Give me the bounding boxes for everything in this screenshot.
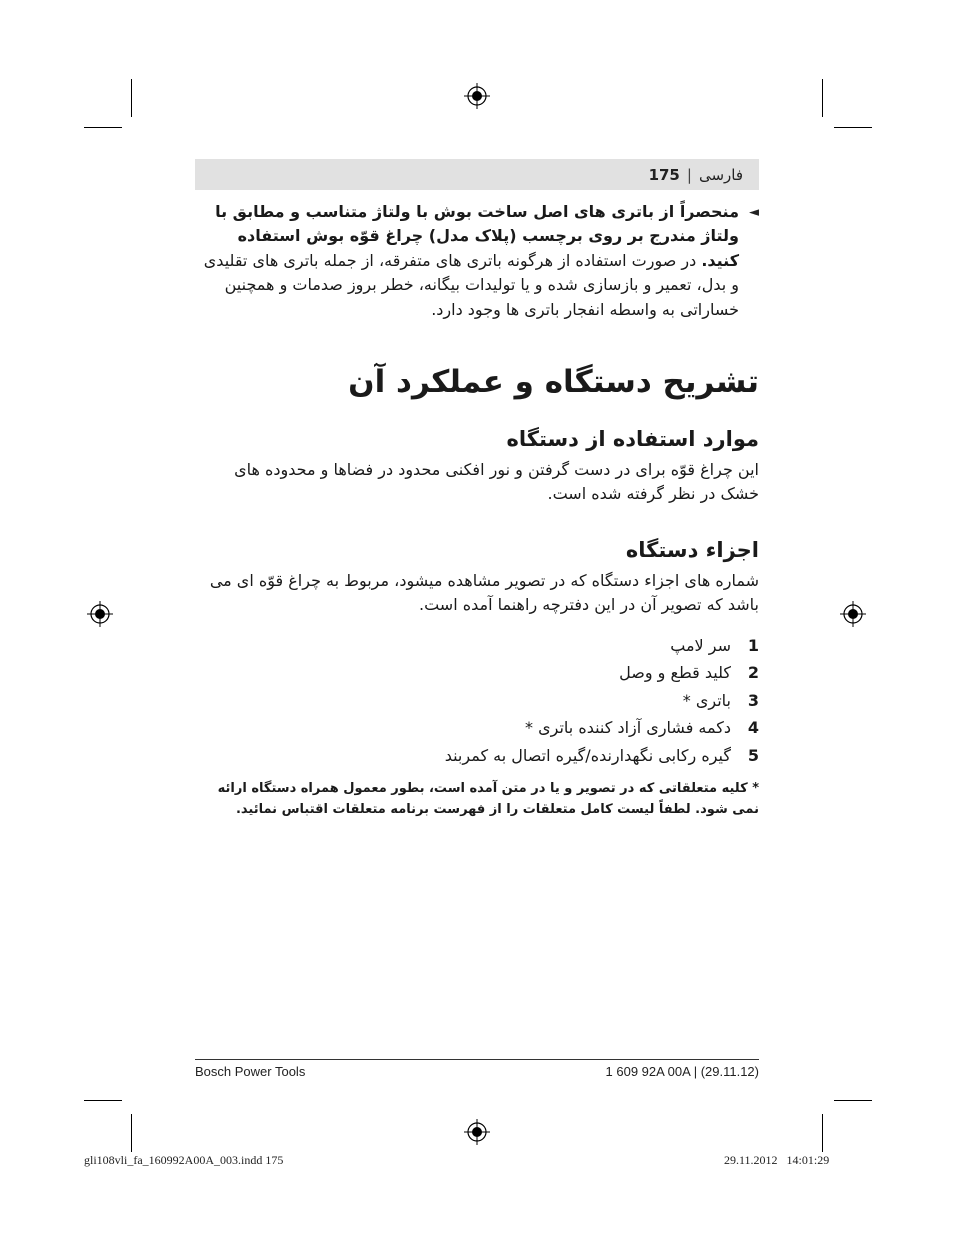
item-number: 1 — [747, 635, 759, 655]
usage-text: این چراغ قوّه برای در دست گرفتن و نور افکنی محدود در فضاها و محدوده های خشک در نظر گرفته شده است. — [234, 460, 759, 504]
registration-mark-icon — [464, 1119, 490, 1145]
safety-warning — [195, 200, 759, 322]
crop-mark — [131, 1114, 132, 1152]
accessories-footnote: * کلیه متعلقاتی که در تصویر و یا در متن آمده است، بطور معمول همراه دستگاه ارائه نمی شود. لطفاً لیست کامل متعلقات را از فهرست برنامه متعلقات اقتباس نمائید. — [217, 780, 759, 817]
components-list — [195, 632, 759, 770]
item-number: 4 — [747, 718, 759, 738]
warning-text: در صورت استفاده از هرگونه باتری های متفرقه، از جمله باتری های تقلیدی و بدل، تعمیر و بازسازی شده و یا تولیدات بیگانه، خطر بروز صدمات و همچنین خساراتی به واسطه انفجار باتری ها وجود دارد. — [203, 250, 739, 319]
item-label: باتری * — [682, 690, 731, 710]
header-separator: | — [686, 165, 692, 184]
language-label: فارسی — [698, 165, 743, 184]
crop-mark — [84, 1100, 122, 1101]
crop-mark — [822, 1114, 823, 1152]
item-label: کلید قطع و وصل — [619, 663, 731, 683]
footer-doc-code: 1 609 92A 00A | (29.11.12) — [605, 1064, 759, 1079]
usage-heading: موارد استفاده از دستگاه — [506, 427, 759, 452]
components-text: شماره های اجزاء دستگاه که در تصویر مشاهده میشود، مربوط به چراغ قوّه ای می باشد که تصویر آن در این دفترچه راهنما آمده است. — [209, 570, 759, 615]
list-item — [195, 742, 759, 770]
list-item — [195, 687, 759, 715]
list-item — [195, 632, 759, 660]
page-header — [195, 159, 759, 190]
crop-mark — [822, 79, 823, 117]
triangle-left-icon: ◄ — [749, 205, 759, 220]
slug-filename: gli108vli_fa_160992A00A_003.indd 175 — [84, 1153, 284, 1167]
page-content — [195, 200, 759, 820]
footer-divider — [195, 1059, 759, 1060]
registration-mark-icon — [840, 601, 866, 627]
crop-mark — [131, 79, 132, 117]
warning-bold-text: منحصراً از باتری های اصل ساخت بوش با ولتاژ متناسب و مطابق با ولتاژ مندرج بر روی برچسب (پلاک مدل) چراغ قوّه بوش استفاده کنید. — [215, 202, 739, 270]
section-title: تشریح دستگاه و عملکرد آن — [348, 364, 759, 401]
crop-mark — [834, 127, 872, 128]
registration-mark-icon — [464, 83, 490, 109]
registration-mark-icon — [87, 601, 113, 627]
components-heading: اجزاء دستگاه — [625, 537, 759, 562]
item-label: دکمه فشاری آزاد کننده باتری * — [525, 718, 731, 738]
footer-brand: Bosch Power Tools — [195, 1064, 306, 1079]
list-item — [195, 659, 759, 687]
list-item — [195, 714, 759, 742]
item-number: 5 — [747, 746, 759, 766]
slug-timestamp: 29.11.2012 14:01:29 — [724, 1153, 830, 1167]
crop-mark — [834, 1100, 872, 1101]
page-number: 175 — [648, 165, 680, 184]
item-number: 3 — [747, 690, 759, 710]
item-label: گیره رکابی نگهدارنده/گیره اتصال به کمربند — [444, 746, 731, 766]
crop-mark — [84, 127, 122, 128]
item-number: 2 — [747, 663, 759, 683]
item-label: سر لامپ — [670, 635, 731, 655]
